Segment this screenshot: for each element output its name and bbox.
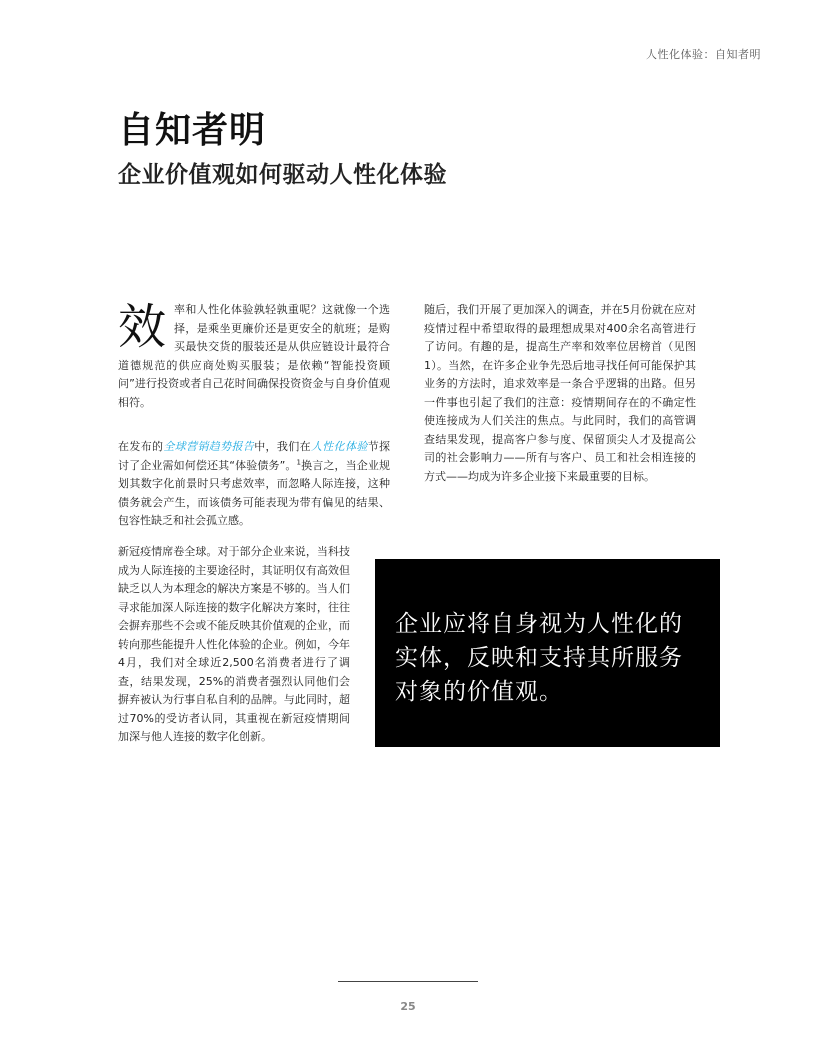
- report-text-pre: 在发布的: [118, 440, 164, 453]
- page-title: 自知者明: [118, 110, 267, 151]
- drop-cap: 效: [118, 299, 167, 355]
- left-column-top: [118, 301, 390, 557]
- footnote-marker: 1: [296, 457, 301, 466]
- human-experience-link[interactable]: 人性化体验: [310, 440, 368, 453]
- survey-paragraph: 随后，我们开展了更加深入的调查，并在5月份就在应对疫情过程中希望取得的最理想成果对400余名高管进行了访问。有趣的是，提高生产率和效率位居榜首（见图1）。当然，在许多企业争先恐后地寻找任何可能保护其业务的方法时，追求效率是一条合乎逻辑的出路。但另一件事也引起了我们的注意：疫情期间存在的不确定性使连接成为人们关注的焦点。与此同时，我们的高管调查结果发现，提高客户参与度、保留顶尖人才及提高公司的社会影响力——所有与客户、员工和社会相连接的方式——均成为许多企业接下来最重要的目标。: [424, 303, 696, 483]
- page-subtitle: 企业价值观如何驱动人性化体验: [118, 162, 447, 188]
- report-text-mid: 中，我们在: [254, 440, 311, 453]
- pull-quote-text: 企业应将自身视为人性化的实体，反映和支持其所服务对象的价值观。: [395, 611, 683, 705]
- intro-paragraph: [118, 301, 390, 412]
- pandemic-paragraph: 新冠疫情席卷全球。对于部分企业来说，当科技成为人际连接的主要途径时，其证明仅有高效但缺乏以人为本理念的解决方案是不够的。当人们寻求能加深人际连接的数字化解决方案时，往往会摒弃那些不会或不能反映其价值观的企业，而转向那些能提升人性化体验的企业。例如，今年4月，我们对全球近2,500名消费者进行了调查，结果发现，25%的消费者强烈认同他们会摒弃被认为行事自私自利的品牌。与此同时，超过70%的受访者认同，其重视在新冠疫情期间加深与他人连接的数字化创新。: [118, 545, 350, 743]
- report-text-post: 节探讨了企业需如何偿还其“体验债务”。: [118, 440, 391, 472]
- intro-text: 率和人性化体验孰轻孰重呢？这就像一个选择，是乘坐更廉价还是更安全的航班；是购买最快交货的服装还是从供应链设计最符合道德规范的供应商处购买服装；是依赖“智能投资顾问”进行投资或者自己花时间确保投资资金与自身价值观相符。: [118, 303, 390, 409]
- right-column: [424, 301, 696, 512]
- pull-quote-box: [375, 559, 720, 747]
- report-text-tail: 换言之，当企业规划其数字化前景时只考虑效率，而忽略人际连接，这种债务就会产生，而该债务可能表现为带有偏见的结果、包容性缺乏和社会孤立感。: [118, 458, 390, 527]
- global-marketing-trends-link[interactable]: 全球营销趋势报告: [163, 440, 255, 453]
- left-column-bottom: [118, 543, 350, 773]
- page-number: 25: [400, 1000, 416, 1013]
- running-header: 人性化体验：自知者明: [646, 48, 761, 61]
- report-paragraph: [118, 438, 390, 531]
- footer-divider: [338, 981, 478, 982]
